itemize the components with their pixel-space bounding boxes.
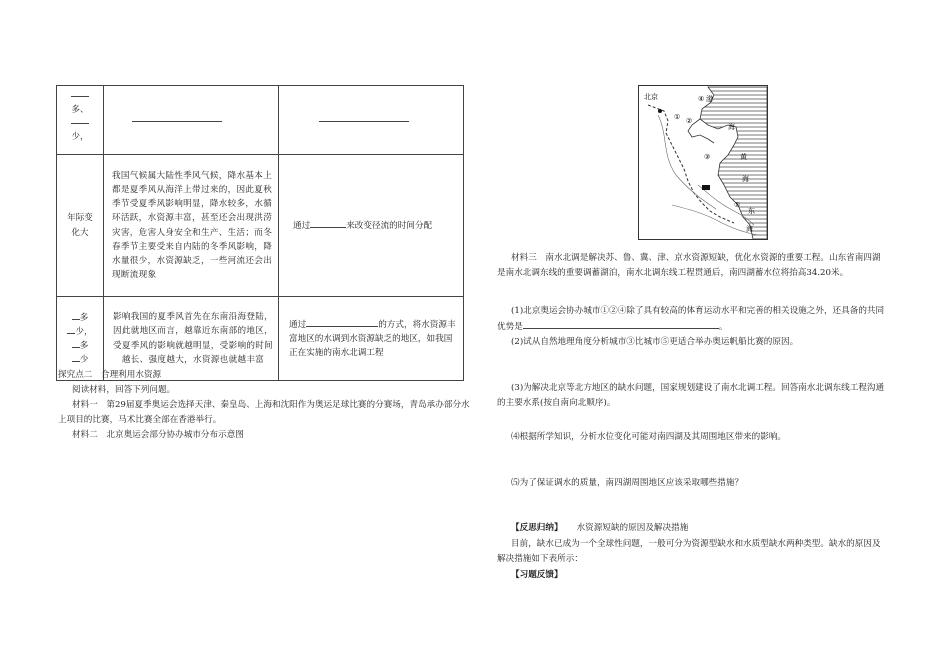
beijing-marker: [658, 109, 662, 113]
beijing-label: 北京: [644, 93, 658, 101]
row3-measure-prefix: 通过: [289, 319, 307, 330]
sea-label: 海: [728, 123, 735, 131]
row3-label-line2: 少，: [75, 326, 93, 337]
reflection-body: 目前，缺水已成为一个全球性问题，一般可分为资源型缺水和水质型缺水两种类型。缺水的原因及解决措施如下表所示：: [497, 539, 881, 564]
sea-label: 黄: [740, 153, 747, 161]
row2-answer-blank: [310, 218, 346, 228]
water-table: [56, 85, 464, 381]
row2-label: [57, 155, 104, 297]
sea-label: 渤: [706, 95, 713, 103]
sea-label: 海: [746, 225, 753, 233]
row3-answer-blank: [306, 317, 378, 327]
sea-label: 东: [748, 207, 755, 215]
row2-cause-text: 我国气候属大陆性季风气候，降水基本上都是夏季风从海洋上带过来的，因此夏秋季节受夏季风影响明显，降水较多，水循环活跃，水资源丰富，甚至还会出现洪涝灾害，危害人身安全和生产、生活；而冬春季节主要受来自内陆的冬季风影响，降水量很少，水资源缺乏，一些河流还会出现断流现象: [112, 170, 273, 281]
row2-label-text: 年际变化大: [67, 213, 93, 238]
table-row: [57, 155, 464, 297]
material-one: 材料一 第29届夏季奥运会选择天津、秦皇岛、上海和沈阳作为奥运足球比赛的分赛场，青岛承办部分水上项目的比赛，马术比赛全部在香港举行。: [58, 400, 470, 425]
row3-label-line4: 少: [79, 354, 89, 365]
row2-measure: [279, 155, 464, 297]
material-three: 材料三 南水北调是解决苏、鲁、冀、津、京水资源短缺，优化水资源的重要工程。山东省南四湖是南水北调东线的重要调蓄湖泊，南水北调东线工程贯通后，南四湖蓄水位将抬高34.20米。: [497, 253, 881, 278]
row1-label: [57, 86, 104, 155]
row1-measure-blank: [279, 86, 464, 155]
city-marker-1: ①: [674, 113, 681, 121]
material-two-caption: 材料二 北京奥运会部分协办城市分布示意图: [72, 430, 244, 440]
coordinating-cities-map: [638, 85, 768, 240]
reflection-title: 【反思归纳】: [511, 523, 563, 533]
question-1-text: (1)北京奥运会协办城市①②④除了具有较高的体育运动水平和完善的相关设施之外，还具备的共同优势是: [497, 306, 885, 332]
instruction-text: 阅读材料，回答下列问题。: [72, 385, 176, 395]
row2-measure-suffix: 来改变径流的时间分配: [346, 220, 433, 231]
row2-cause: [104, 155, 279, 297]
table-row: [57, 86, 464, 155]
row1-cause-blank: [104, 86, 279, 155]
question-4: ⑷根据所学知识，分析水位变化可能对南四湖及其周围地区带来的影响。: [511, 432, 787, 442]
row3-label-line3: 多: [79, 340, 89, 351]
city-marker-3: ③: [704, 153, 711, 161]
question-1-end: 。: [718, 322, 728, 332]
question-5: ⑸为了保证调水的质量，南四湖周围地区应该采取哪些措施？: [511, 478, 744, 488]
city-marker-5: ⑤: [734, 201, 741, 209]
nansi-lake: [702, 185, 710, 190]
question-1: [497, 304, 889, 335]
row3-cause-text: 影响我国的夏季风首先在东南沿海登陆，因此就地区而言，越靠近东南部的地区，受夏季风的影响就越明显，受影响的时间越长、强度越大，水资源也就越丰富: [112, 312, 274, 365]
row3-measure-suffix: 的方式，将水资源丰富地区的水调到水资源缺乏的地区，如我国正在实施的南水北调工程: [289, 319, 456, 359]
reflection-topic: 水资源短缺的原因及解决措施: [576, 523, 689, 533]
explore-title: 探究点二 合理利用水资源: [58, 370, 162, 380]
question-3: (3)为解决北京等北方地区的缺水问题，国家规划建设了南水北调工程。回答南水北调东线工程沟通的主要水系(按自南向北顺序)。: [497, 383, 885, 408]
row1-label-line1: 多、: [71, 104, 89, 115]
city-marker-2: ②: [686, 117, 693, 125]
sea-label: 海: [742, 175, 749, 183]
row1-label-line2: 少，: [71, 132, 89, 142]
row2-measure-prefix: 通过: [293, 220, 311, 231]
city-marker-4: ④: [698, 95, 705, 103]
question-1-blank: [523, 319, 719, 329]
reflection-heading: [511, 521, 688, 536]
question-2: (2)试从自然地理角度分析城市③比城市⑤更适合举办奥运帆船比赛的原因。: [511, 337, 799, 347]
row3-label-line1: 多: [79, 312, 89, 323]
row3-measure: [279, 297, 464, 381]
exercise-feedback-heading: 【习题反馈】: [511, 570, 563, 580]
